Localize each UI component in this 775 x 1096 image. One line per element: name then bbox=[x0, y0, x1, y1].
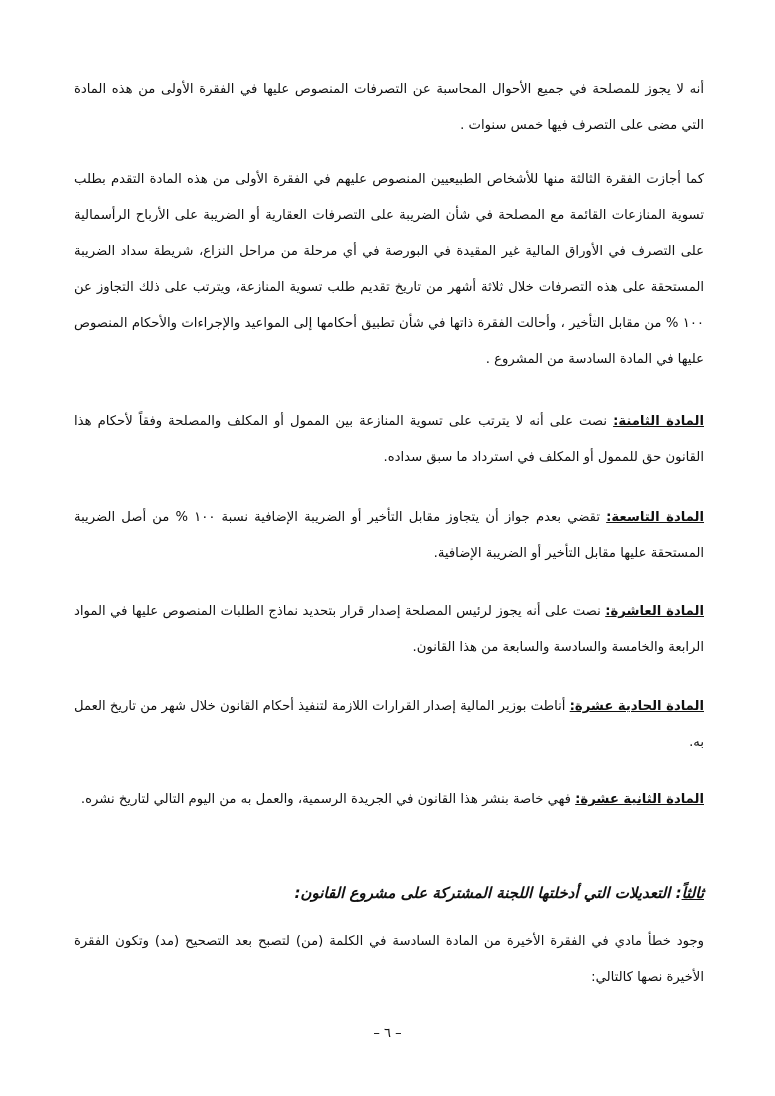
article-nine-heading: المادة التاسعة: bbox=[606, 510, 705, 525]
article-ten-text: نصت على أنه يجوز لرئيس المصلحة إصدار قرار بتحديد نماذج الطلبات المنصوص عليها في المواد الرابعة والخامسة والسادسة والسابعة من هذا القانون. bbox=[74, 604, 704, 655]
section-heading-number: ثالثاً bbox=[681, 884, 704, 902]
paragraph-amendment: وجود خطأ مادي في الفقرة الأخيرة من المادة السادسة في الكلمة (من) لتصبح بعد التصحيح (مد) وتكون الفقرة الأخيرة نصها كالتالي: bbox=[74, 934, 704, 985]
paragraph-intro: أنه لا يجوز للمصلحة في جميع الأحوال المحاسبة عن التصرفات المنصوص عليها في الفقرة الأولى من هذه المادة التي مضى على التصرف فيها خمس سنوات . bbox=[74, 82, 704, 133]
article-eight-text: نصت على أنه لا يترتب على تسوية المنازعة بين الممول أو المكلف والمصلحة وفقاً لأحكام هذا القانون حق للممول أو المكلف في استرداد ما سبق سداده. bbox=[74, 414, 704, 465]
paragraph-third-clause: كما أجازت الفقرة الثالثة منها للأشخاص الطبيعيين المنصوص عليهم في الفقرة الأولى من هذه المادة التقدم بطلب تسوية المنازعات القائمة مع المصلحة في شأن الضريبة على التصرفات العقارية أو الضريبة على الأرباح الرأسمالية على التصرف في الأوراق المالية غير المقيدة في البورصة في أي مرحلة من مراحل النزاع، شريطة سداد الضريبة المستحقة على هذه التصرفات خلال ثلاثة أشهر من تاريخ تقديم طلب تسوية المنازعة، ويترتب على ذلك التجاوز عن ١٠٠ % من مقابل التأخير ، وأحالت الفقرة ذاتها في شأن تطبيق أحكامها إلى المواعيد والإجراءات والأحكام المنصوص عليها في المادة السادسة من المشروع . bbox=[74, 172, 704, 367]
article-twelve bbox=[74, 782, 704, 818]
article-eleven-text: أناطت بوزير المالية إصدار القرارات اللازمة لتنفيذ أحكام القانون خلال شهر من تاريخ العمل به. bbox=[73, 699, 704, 750]
article-eight-heading: المادة الثامنة: bbox=[613, 414, 704, 429]
article-twelve-text: فهي خاصة بنشر هذا القانون في الجريدة الرسمية، والعمل به من اليوم التالي لتاريخ نشره. bbox=[80, 792, 576, 807]
article-eleven bbox=[74, 689, 704, 761]
article-ten-heading: المادة العاشرة: bbox=[605, 604, 704, 619]
section-heading-title: : التعديلات التي أدخلتها اللجنة المشتركة على مشروع القانون: bbox=[294, 884, 682, 902]
article-ten bbox=[74, 594, 704, 666]
article-nine bbox=[74, 500, 704, 572]
article-nine-text: تقضي بعدم جواز أن يتجاوز مقابل التأخير أو الضريبة الإضافية نسبة ١٠٠ % من أصل الضريبة المستحقة عليها مقابل التأخير أو الضريبة الإضافية. bbox=[74, 510, 704, 561]
article-eight bbox=[74, 404, 704, 476]
article-twelve-heading: المادة الثانية عشرة: bbox=[575, 792, 704, 807]
article-eleven-heading: المادة الحادية عشرة: bbox=[569, 699, 704, 714]
page-number: – ٦ – bbox=[373, 1026, 402, 1041]
section-heading bbox=[74, 884, 704, 902]
